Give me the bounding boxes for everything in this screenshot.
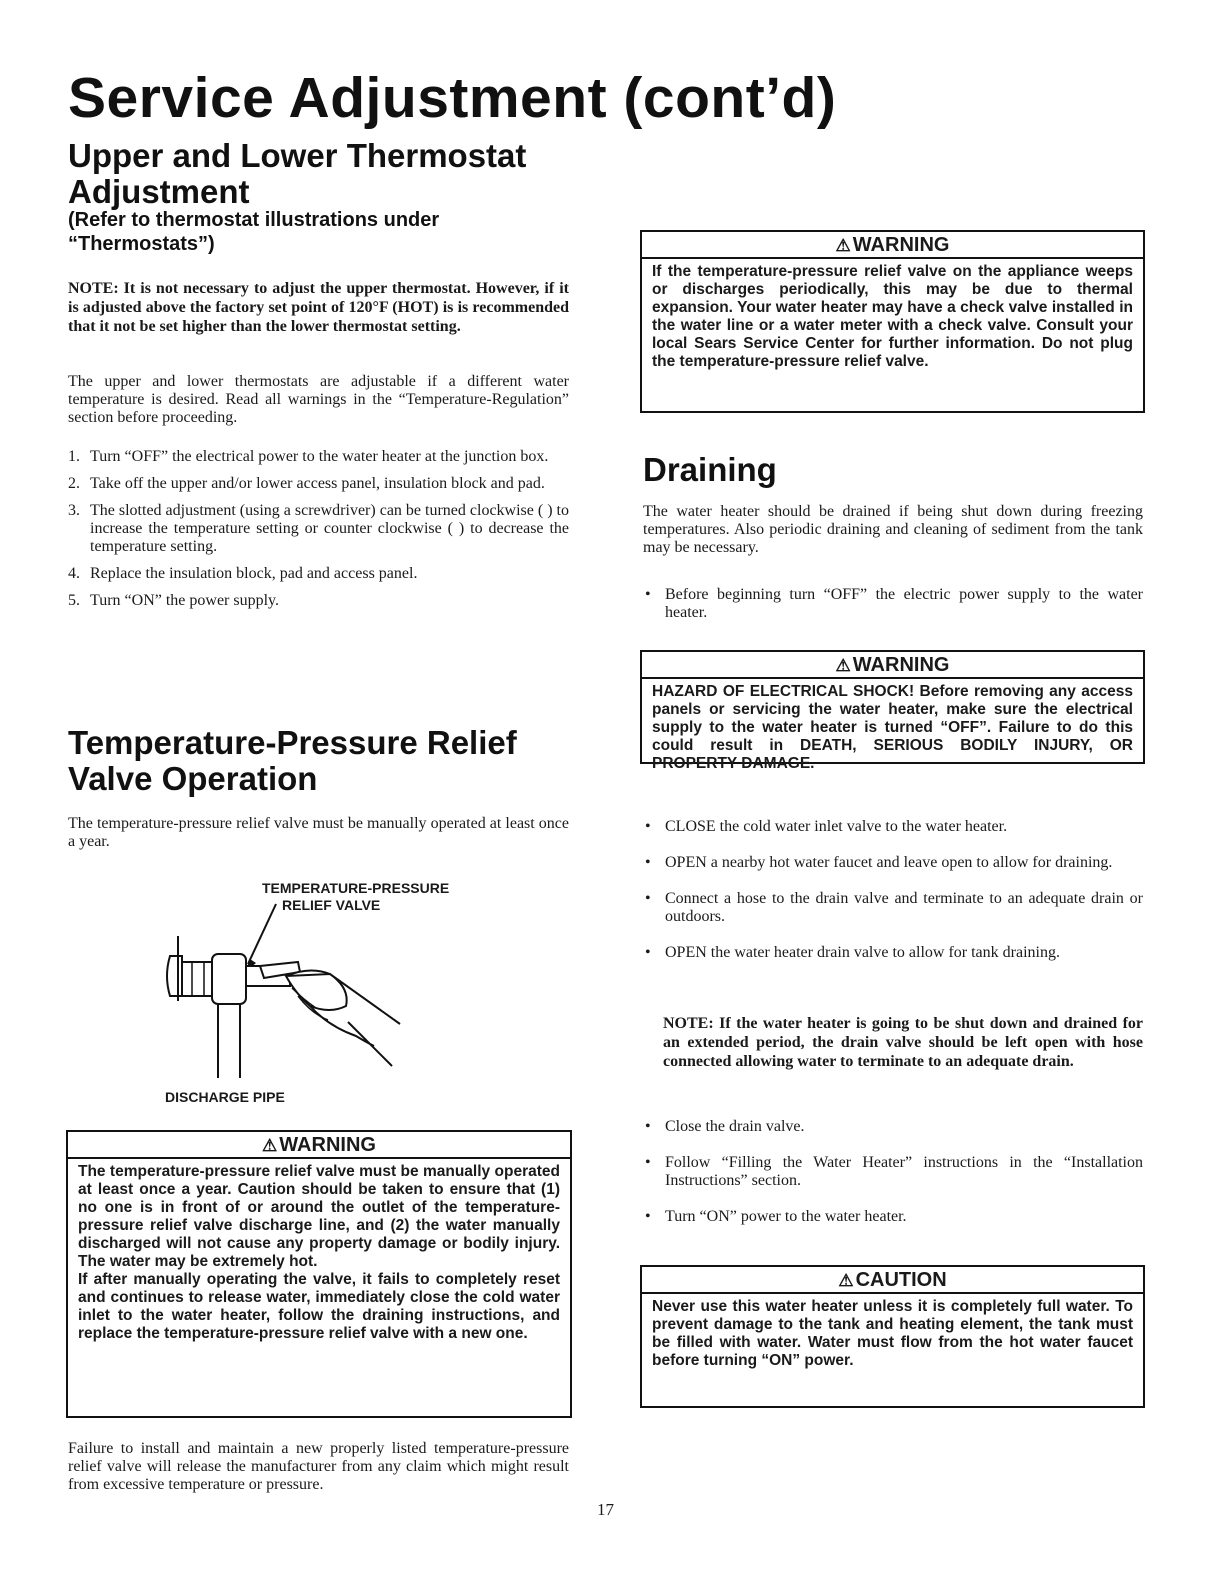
step-item: 1. Turn “OFF” the electrical power to the water heater at the junction box. bbox=[68, 448, 549, 465]
warning-triangle-icon: ⚠ bbox=[835, 656, 851, 675]
warning-body: HAZARD OF ELECTRICAL SHOCK! Before removing any access panels or servicing the water heater, make sure the electrical supply to the water heater is turned “OFF”. Failure to do this could result in DEATH, SERIOUS BODILY INJURY, OR PROPERTY DAMAGE. bbox=[652, 683, 1133, 772]
list-item: • Before beginning turn “OFF” the electric power supply to the water heater. bbox=[645, 586, 1143, 621]
thermostat-intro: The upper and lower thermostats are adjustable if a different water temperature is desired. Read all warnings in the “Temperature-Regulation” section before proceeding. bbox=[68, 373, 569, 426]
warning-body: If the temperature-pressure relief valve on the appliance weeps or discharges periodically, this may be due to thermal expansion. Your water heater may have a check valve installed in the water line or a water meter with a check valve. Consult your local Sears Service Center for further information. Do not plug the temperature-pressure relief valve. bbox=[652, 263, 1133, 370]
warning-body: The temperature-pressure relief valve must be manually operated at least once a year. Caution should be taken to ensure that (1) no one is in front of or around the outlet of the temperature-pressure relief valve discharge line, and (2) the water manually discharged will not cause any property damage or bodily injury. The water may be extremely hot. If after manually operating the valve, it fails to completely reset and continues to release water, immediately close the cold water inlet to the water heater, follow the draining instructions, and replace the temperature-pressure relief valve with a new one. bbox=[78, 1163, 560, 1342]
caution-header: ⚠ CAUTION bbox=[642, 1267, 1143, 1294]
warning-header: ⚠ WARNING bbox=[642, 232, 1143, 259]
warning-header: ⚠ WARNING bbox=[642, 652, 1143, 679]
thermostat-steps bbox=[68, 448, 569, 619]
figure-label-pipe: DISCHARGE PIPE bbox=[165, 1089, 285, 1105]
list-item: • CLOSE the cold water inlet valve to the water heater. bbox=[645, 818, 1008, 835]
figure-label-valve-2: RELIEF VALVE bbox=[282, 897, 381, 913]
draining-steps bbox=[643, 818, 1143, 962]
list-item: • Close the drain valve. bbox=[645, 1118, 805, 1135]
step-item: 2. Take off the upper and/or lower access panel, insulation block and pad. bbox=[68, 475, 545, 492]
thermostat-heading: Upper and Lower Thermostat Adjustment bbox=[68, 137, 527, 210]
electrical-warning-box bbox=[640, 650, 1145, 772]
caution-triangle-icon: ⚠ bbox=[838, 1271, 854, 1290]
draining-bullet-before bbox=[643, 586, 1143, 622]
thermostat-note: NOTE: It is not necessary to adjust the upper thermostat. However, if it is adjusted above the factory set point of 120°F (HOT) is is recommended that it not be set higher than the lower thermostat setting. bbox=[68, 280, 569, 335]
caution-body: Never use this water heater unless it is completely full water. To prevent damage to the tank and heating element, the tank must be filled with water. Water must flow from the hot water faucet before turning “ON” power. bbox=[652, 1298, 1133, 1369]
draining-note: NOTE: If the water heater is going to be shut down and drained for an extended period, the drain valve should be left open with hose connected allowing water to terminate to an adequate drain. bbox=[663, 1015, 1143, 1070]
relief-valve-intro: The temperature-pressure relief valve must be manually operated at least once a year. bbox=[68, 815, 569, 850]
list-item: • OPEN a nearby hot water faucet and leave open to allow for draining. bbox=[645, 854, 1113, 871]
warning-header: ⚠ WARNING bbox=[68, 1132, 570, 1159]
list-item: • OPEN the water heater drain valve to allow for tank draining. bbox=[645, 944, 1060, 961]
list-item: • Connect a hose to the drain valve and terminate to an adequate drain or outdoors. bbox=[645, 890, 1143, 925]
warning-triangle-icon: ⚠ bbox=[262, 1136, 278, 1155]
draining-intro: The water heater should be drained if being shut down during freezing temperatures. Also periodic draining and cleaning of sediment from the tank may be necessary. bbox=[643, 503, 1143, 556]
page-title: Service Adjustment (cont’d) bbox=[68, 66, 837, 130]
relief-valve-illustration bbox=[160, 896, 420, 1086]
draining-steps-after bbox=[643, 1118, 1143, 1226]
list-item: • Turn “ON” power to the water heater. bbox=[645, 1208, 907, 1225]
list-item: • Follow “Filling the Water Heater” instructions in the “Installation Instructions” section. bbox=[645, 1154, 1143, 1189]
page-number: 17 bbox=[597, 1500, 614, 1519]
warning-triangle-icon: ⚠ bbox=[835, 236, 851, 255]
caution-box bbox=[640, 1265, 1145, 1408]
top-warning-box bbox=[640, 230, 1145, 413]
relief-valve-heading: Temperature-Pressure Relief Valve Operation bbox=[68, 724, 517, 797]
relief-valve-warning-box bbox=[66, 1130, 572, 1418]
thermostat-subheading: (Refer to thermostat illustrations under “Thermostats”) bbox=[68, 209, 440, 255]
step-item: 5. Turn “ON” the power supply. bbox=[68, 592, 280, 609]
step-item: 4. Replace the insulation block, pad and access panel. bbox=[68, 565, 418, 582]
step-item: 3. The slotted adjustment (using a screwdriver) can be turned clockwise ( ) to increase the temperature setting or counter clockwise ( ) to decrease the temperature setting. bbox=[68, 502, 569, 555]
draining-heading: Draining bbox=[643, 451, 777, 488]
relief-valve-footer-text: Failure to install and maintain a new properly listed temperature-pressure relief valve will release the manufacturer from any claim which might result from excessive temperature or pressure. bbox=[68, 1440, 569, 1493]
figure-label-valve-1: TEMPERATURE-PRESSURE bbox=[262, 880, 450, 896]
